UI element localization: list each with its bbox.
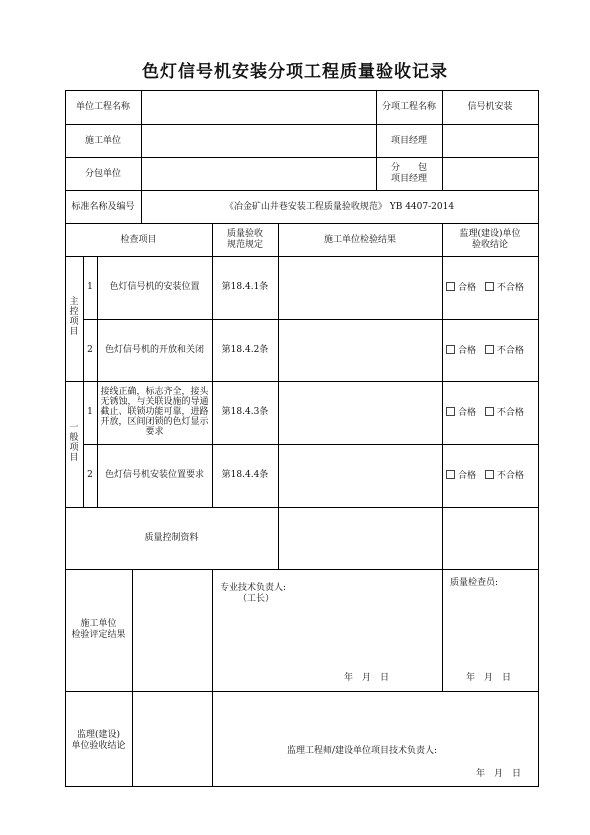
row-1-options bbox=[446, 282, 524, 294]
subitem-value: 信号机安装 bbox=[467, 102, 513, 112]
pass-checkbox[interactable] bbox=[446, 345, 455, 354]
fail-checkbox[interactable] bbox=[485, 470, 494, 479]
pass-checkbox[interactable] bbox=[446, 282, 455, 291]
subitem-label: 分项工程名称 bbox=[381, 102, 436, 112]
row-3-item-line: 要求 bbox=[145, 427, 164, 437]
quality-docs-label: 质量控制资料 bbox=[144, 533, 199, 543]
row-3-item-line: 无锈蚀，与关联设施的导通 bbox=[100, 397, 209, 407]
group-main-label bbox=[68, 297, 80, 337]
row-4-options bbox=[446, 470, 524, 482]
pass-checkbox[interactable] bbox=[446, 407, 455, 416]
pass-label: 合格 bbox=[458, 283, 477, 293]
evaluation-label-1: 施工单位 bbox=[80, 619, 117, 629]
subcontract-pm-label-1: 分 包 bbox=[390, 163, 427, 173]
project-manager-label: 项目经理 bbox=[390, 136, 427, 146]
inspector-label: 质量检查员: bbox=[450, 578, 499, 588]
group-label-char: 项 bbox=[69, 443, 79, 453]
group-label-char: 主 bbox=[69, 297, 79, 307]
row-4-no: 2 bbox=[87, 470, 93, 480]
row-3-item-line: 接线正确，标志齐全，接头 bbox=[100, 387, 209, 397]
col-supervision-2: 验收结论 bbox=[471, 240, 508, 250]
fail-label: 不合格 bbox=[496, 283, 524, 293]
row-4-clause: 第18.4.4条 bbox=[221, 470, 269, 480]
group-label-char: 控 bbox=[69, 307, 79, 317]
col-check-item: 检查项目 bbox=[120, 235, 157, 245]
col-supervision-1: 监理(建设)单位 bbox=[459, 229, 521, 239]
supervision-signer: 监理工程师/建设单位项目技术负责人: bbox=[287, 746, 438, 756]
inspector-date: 年 月 日 bbox=[466, 673, 512, 683]
construction-unit-label: 施工单位 bbox=[84, 136, 121, 146]
pass-label: 合格 bbox=[458, 408, 477, 418]
row-1-item: 色灯信号机的安装位置 bbox=[109, 282, 200, 292]
page-title: 色灯信号机安装分项工程质量验收记录 bbox=[142, 62, 448, 82]
group-label-char: 般 bbox=[69, 433, 79, 443]
row-2-no: 2 bbox=[87, 345, 93, 355]
standard-label: 标准名称及编号 bbox=[71, 202, 135, 212]
fail-checkbox[interactable] bbox=[485, 407, 494, 416]
subcontract-unit-label: 分包单位 bbox=[84, 169, 121, 179]
evaluation-label-2: 检验评定结果 bbox=[71, 630, 126, 640]
unit-project-label: 单位工程名称 bbox=[75, 102, 130, 112]
row-2-options bbox=[446, 345, 524, 357]
group-general-label bbox=[68, 423, 80, 463]
row-1-clause: 第18.4.1条 bbox=[221, 282, 269, 292]
subcontract-pm-label-2: 项目经理 bbox=[390, 174, 427, 184]
group-label-char: 目 bbox=[69, 327, 79, 337]
group-label-char: 项 bbox=[69, 317, 79, 327]
row-2-clause: 第18.4.2条 bbox=[221, 345, 269, 355]
group-label-char: 一 bbox=[69, 423, 79, 433]
standard-value: 《冶金矿山井巷安装工程质量验收规范》 YB 4407-2014 bbox=[224, 202, 455, 212]
fail-checkbox[interactable] bbox=[485, 345, 494, 354]
col-result: 施工单位检验结果 bbox=[323, 235, 396, 245]
row-2-item: 色灯信号机的开放和关闭 bbox=[104, 345, 204, 355]
fail-label: 不合格 bbox=[496, 346, 524, 356]
fail-label: 不合格 bbox=[496, 471, 524, 481]
pass-checkbox[interactable] bbox=[446, 470, 455, 479]
row-3-item-line: 开放，区间闭锁的色灯显示 bbox=[100, 417, 209, 427]
pass-label: 合格 bbox=[458, 471, 477, 481]
row-3-options bbox=[446, 407, 524, 419]
tech-lead-label: 专业技术负责人: bbox=[220, 583, 287, 593]
pass-label: 合格 bbox=[458, 346, 477, 356]
supervision-label-1: 监理(建设) bbox=[76, 730, 121, 740]
supervision-date: 年 月 日 bbox=[476, 769, 522, 779]
evaluation-date: 年 月 日 bbox=[344, 673, 390, 683]
row-4-item: 色灯信号机安装位置要求 bbox=[104, 470, 204, 480]
row-3-item-line: 截止、联锁功能可靠，进路 bbox=[100, 407, 209, 417]
foreman-label: （工长） bbox=[238, 594, 275, 604]
row-3-no: 1 bbox=[87, 407, 93, 417]
supervision-label-2: 单位验收结论 bbox=[71, 741, 126, 751]
fail-checkbox[interactable] bbox=[485, 282, 494, 291]
row-1-no: 1 bbox=[87, 282, 93, 292]
fail-label: 不合格 bbox=[496, 408, 524, 418]
row-3-clause: 第18.4.3条 bbox=[221, 407, 269, 417]
col-quality-1: 质量验收 bbox=[226, 229, 263, 239]
row-3-item bbox=[97, 387, 212, 437]
group-label-char: 目 bbox=[69, 453, 79, 463]
col-quality-2: 规范规定 bbox=[226, 240, 263, 250]
